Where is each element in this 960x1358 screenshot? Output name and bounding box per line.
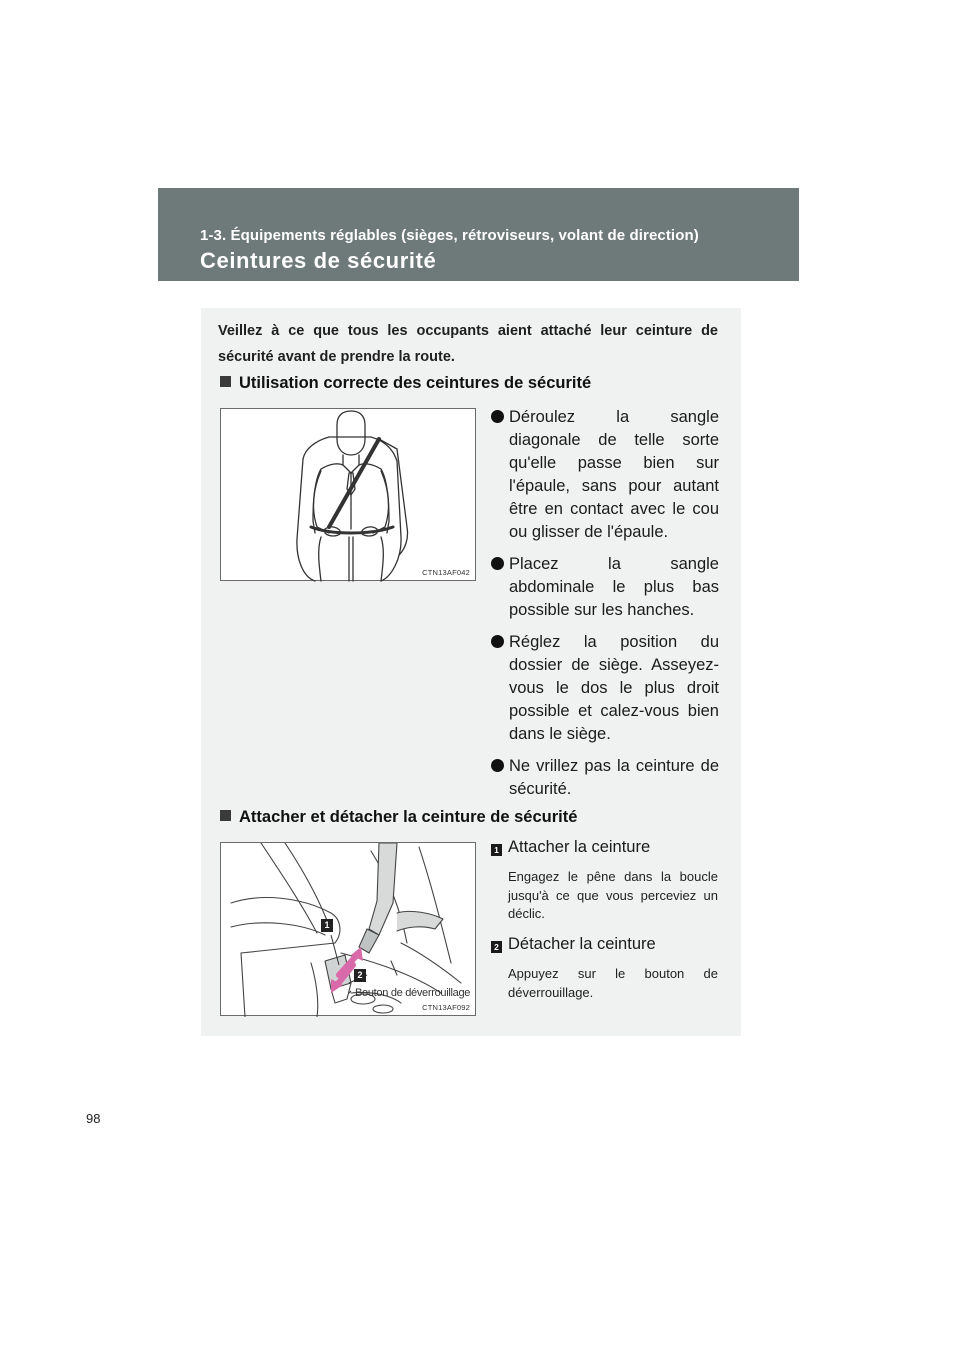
- bullet-dot-icon: [491, 410, 504, 423]
- figure-seated-occupant: [220, 408, 476, 581]
- bullet-dot-icon: [491, 759, 504, 772]
- step-description: Engagez le pêne dans la boucle jusqu'à ce que vous perceviez un déclic.: [508, 869, 718, 921]
- usage-bullet-list: [491, 406, 719, 810]
- list-item: [491, 755, 719, 801]
- figure-badge-1: 1: [321, 919, 333, 932]
- figure-release-button-label: Bouton de déverrouillage: [355, 987, 471, 999]
- intro-text: Veillez à ce que tous les occupants aient attaché leur ceinture de sécurité avant de prendre la route.: [218, 323, 718, 365]
- bullet-text: Ne vrillez pas la ceinture de sécurité.: [509, 757, 719, 798]
- figure-code: CTN13AF092: [422, 1003, 470, 1012]
- section-heading-fasten-label: Attacher et détacher la ceinture de sécurité: [239, 808, 578, 826]
- step-number-badge: 1: [491, 844, 502, 856]
- square-bullet-icon: [220, 376, 231, 387]
- bullet-text: Déroulez la sangle diagonale de telle sorte qu'elle passe bien sur l'épaule, sans pour autant être en contact avec le cou ou glisser de l'épaule.: [509, 408, 719, 541]
- list-item: [491, 631, 719, 746]
- seated-occupant-illustration: [221, 409, 477, 582]
- section-label: 1-3. Équipements réglables (sièges, rétroviseurs, volant de direction): [200, 227, 699, 244]
- chapter-header: [158, 188, 799, 281]
- step-title: Attacher la ceinture: [508, 838, 651, 856]
- bullet-dot-icon: [491, 635, 504, 648]
- content-panel: [201, 308, 741, 1036]
- section-heading-usage: [220, 374, 591, 393]
- page-number: 98: [86, 1111, 101, 1126]
- section-heading-fasten: [220, 808, 577, 827]
- bullet-dot-icon: [491, 557, 504, 570]
- bullet-text: Placez la sangle abdominale le plus bas possible sur les hanches.: [509, 555, 719, 619]
- figure-code: CTN13AF042: [422, 568, 470, 577]
- section-heading-usage-label: Utilisation correcte des ceintures de sécurité: [239, 374, 592, 392]
- square-bullet-icon: [220, 810, 231, 821]
- page-title: Ceintures de sécurité: [200, 248, 437, 273]
- step-description: Appuyez sur le bouton de déverrouillage.: [508, 966, 718, 1000]
- bullet-text: Réglez la position du dossier de siège. Asseyez-vous le dos le plus droit possible et calez-vous bien dans le siège.: [509, 633, 719, 743]
- step-title: Détacher la ceinture: [508, 935, 656, 953]
- figure-buckle: [220, 842, 476, 1016]
- figure-badge-2: 2: [354, 969, 366, 982]
- list-item: [491, 553, 719, 622]
- list-item: [491, 406, 719, 544]
- step-number-badge: 2: [491, 941, 502, 953]
